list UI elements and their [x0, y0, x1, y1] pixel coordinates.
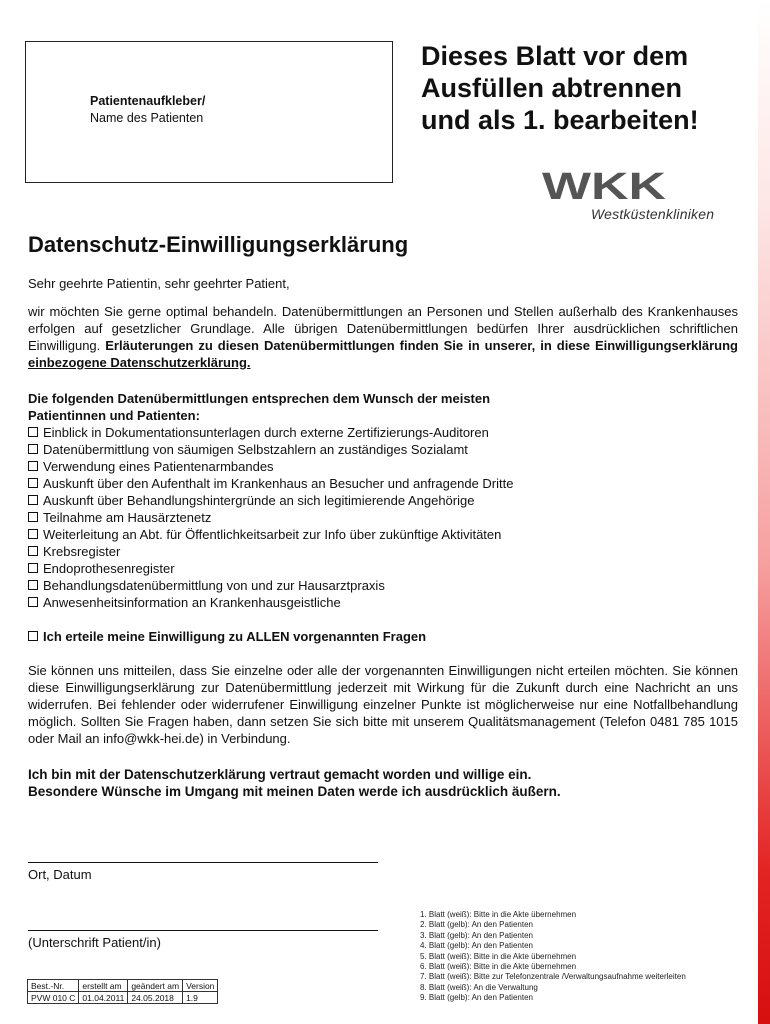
table-header: Best.-Nr. [28, 980, 79, 992]
list-item: 6. Blatt (weiß): Bitte in die Akte übernehmen [420, 962, 577, 972]
table-cell: 24.05.2018 [128, 992, 183, 1004]
all-consent-option [28, 628, 738, 645]
checkbox[interactable] [28, 461, 38, 471]
option-label: Verwendung eines Patientenarmbandes [43, 459, 274, 474]
checkbox[interactable] [28, 580, 38, 590]
list-heading [28, 390, 738, 424]
list-item: 1. Blatt (weiß): Bitte in die Akte übernehmen [420, 910, 577, 919]
list-item: 9. Blatt (gelb): An den Patienten [420, 993, 533, 1003]
red-edge-bar [758, 0, 770, 1024]
patient-sticker-box [25, 41, 393, 183]
consent-option [28, 492, 738, 509]
option-label: Datenübermittlung von säumigen Selbstzahlern an zuständiges Sozialamt [43, 442, 468, 457]
table-cell: PVW 010 C [28, 992, 79, 1004]
list-item: 4. Blatt (gelb): An den Patienten [420, 941, 533, 951]
list-item: 8. Blatt (weiß): An die Verwaltung [420, 982, 538, 992]
declaration-line: Ich bin mit der Datenschutzerklärung vertraut gemacht worden und willige ein. [28, 767, 532, 782]
all-consent-label: Ich erteile meine Einwilligung zu ALLEN vorgenannten Fragen [43, 629, 427, 644]
checkbox[interactable] [28, 597, 38, 607]
list-heading-line: Die folgenden Datenübermittlungen entsprechen dem Wunsch der meisten [28, 391, 491, 406]
consent-option [28, 458, 738, 475]
option-label: Teilnahme am Hausärztenetz [43, 510, 212, 525]
wkk-logo-mark [540, 168, 670, 204]
consent-option [28, 594, 738, 611]
consent-option [28, 526, 738, 543]
list-item: 5. Blatt (weiß): Bitte in die Akte übernehmen [420, 951, 577, 961]
consent-option [28, 543, 738, 560]
option-label: Weiterleitung an Abt. für Öffentlichkeitsarbeit zur Info über zukünftige Aktivitäten [43, 527, 502, 542]
logo-name: Westküstenkliniken [591, 206, 715, 222]
option-label: Auskunft über Behandlungshintergründe an sich legitimierende Angehörige [43, 493, 475, 508]
list-heading-line: Patientinnen und Patienten: [28, 408, 200, 423]
checkbox[interactable] [28, 512, 38, 522]
wkk-logo [540, 168, 730, 228]
consent-option [28, 509, 738, 526]
instruction-line: Ausfüllen abtrennen [421, 73, 683, 103]
table-row [28, 992, 218, 1004]
list-item: 7. Blatt (weiß): Bitte zur Telefonzentrale /Verwaltungsaufnahme weiterleiten [420, 972, 686, 982]
sticker-subtitle: Name des Patienten [90, 111, 204, 125]
table-header: geändert am [128, 980, 183, 992]
revocation-paragraph: Sie können uns mitteilen, dass Sie einzelne oder alle der vorgenannten Einwilligungen nicht erteilen möchten. Sie können diese Einwilligungserklärung zur Datenübermittlung jederzeit mit Wirkung für die Zukunft durch eine Nachricht an uns widerrufen. Bei fehlender oder widerrufener Einwilligung einzelner Punkte ist möglicherweise nur eine Notfallbehandlung möglich. Sollten Sie Fragen haben, dann setzen Sie sich bitte mit unserem Qualitätsmanagement (Telefon 0481 785 1015 oder Mail an info@wkk-hei.de) in Verbindung. [28, 663, 738, 746]
table-header: Version [183, 980, 218, 992]
copy-distribution-list [420, 910, 686, 1004]
document-title: Datenschutz-Einwilligungserklärung [28, 232, 409, 257]
consent-option [28, 560, 738, 577]
option-label: Behandlungsdatenübermittlung von und zur Hausarztpraxis [43, 578, 385, 593]
instruction-line: und als 1. bearbeiten! [421, 105, 699, 135]
signature-line[interactable] [28, 930, 378, 931]
consent-option [28, 475, 738, 492]
salutation: Sehr geehrte Patientin, sehr geehrter Patient, [28, 276, 290, 291]
place-date-line[interactable] [28, 862, 378, 863]
intro-text: wir möchten Sie gerne optimal behandeln. Datenübermittlungen an Personen und Stellen außerhalb des Krankenhauses erfolgen auf gesetzlicher Grundlage. Alle übrigen Datenübermittlungen bedürfen Ihrer ausdrücklichen schriftlichen Einwilligung. [28, 304, 738, 353]
table-cell: 1.9 [183, 992, 218, 1004]
declaration [28, 766, 738, 800]
checkbox[interactable] [28, 478, 38, 488]
checkbox[interactable] [28, 563, 38, 573]
consent-option [28, 424, 738, 441]
checkbox[interactable] [28, 546, 38, 556]
all-consent-checkbox[interactable] [28, 631, 38, 641]
wkk-logo-letters: WKK [542, 168, 667, 204]
option-label: Auskunft über den Aufenthalt im Krankenhaus an Besucher und anfragende Dritte [43, 476, 514, 491]
signature-label: (Unterschrift Patient/in) [28, 935, 161, 950]
detach-instruction [421, 40, 751, 136]
checkbox[interactable] [28, 427, 38, 437]
checkbox[interactable] [28, 495, 38, 505]
table-header: erstellt am [79, 980, 128, 992]
option-label: Anwesenheitsinformation an Krankenhausgeistliche [43, 595, 341, 610]
place-date-label: Ort, Datum [28, 867, 92, 882]
option-label: Endoprothesenregister [43, 561, 175, 576]
form-meta-table [27, 979, 218, 1004]
consent-options [28, 424, 738, 611]
consent-option [28, 577, 738, 594]
table-cell: 01.04.2011 [79, 992, 128, 1004]
consent-option [28, 441, 738, 458]
privacy-statement-link[interactable]: einbezogene Datenschutzerklärung. [28, 355, 251, 370]
checkbox[interactable] [28, 529, 38, 539]
list-item: 2. Blatt (gelb): An den Patienten [420, 920, 533, 930]
checkbox[interactable] [28, 444, 38, 454]
list-item: 3. Blatt (gelb): An den Patienten [420, 930, 533, 940]
sticker-title: Patientenaufkleber/ [90, 94, 206, 108]
intro-bold-text: Erläuterungen zu diesen Datenübermittlungen finden Sie in unserer, in diese Einwilligungserklärung [105, 338, 738, 353]
option-label: Einblick in Dokumentationsunterlagen durch externe Zertifizierungs-Auditoren [43, 425, 489, 440]
declaration-line: Besondere Wünsche im Umgang mit meinen Daten werde ich ausdrücklich äußern. [28, 784, 561, 799]
option-label: Krebsregister [43, 544, 121, 559]
instruction-line: Dieses Blatt vor dem [421, 41, 689, 71]
intro-paragraph [28, 303, 738, 371]
table-row [28, 980, 218, 992]
